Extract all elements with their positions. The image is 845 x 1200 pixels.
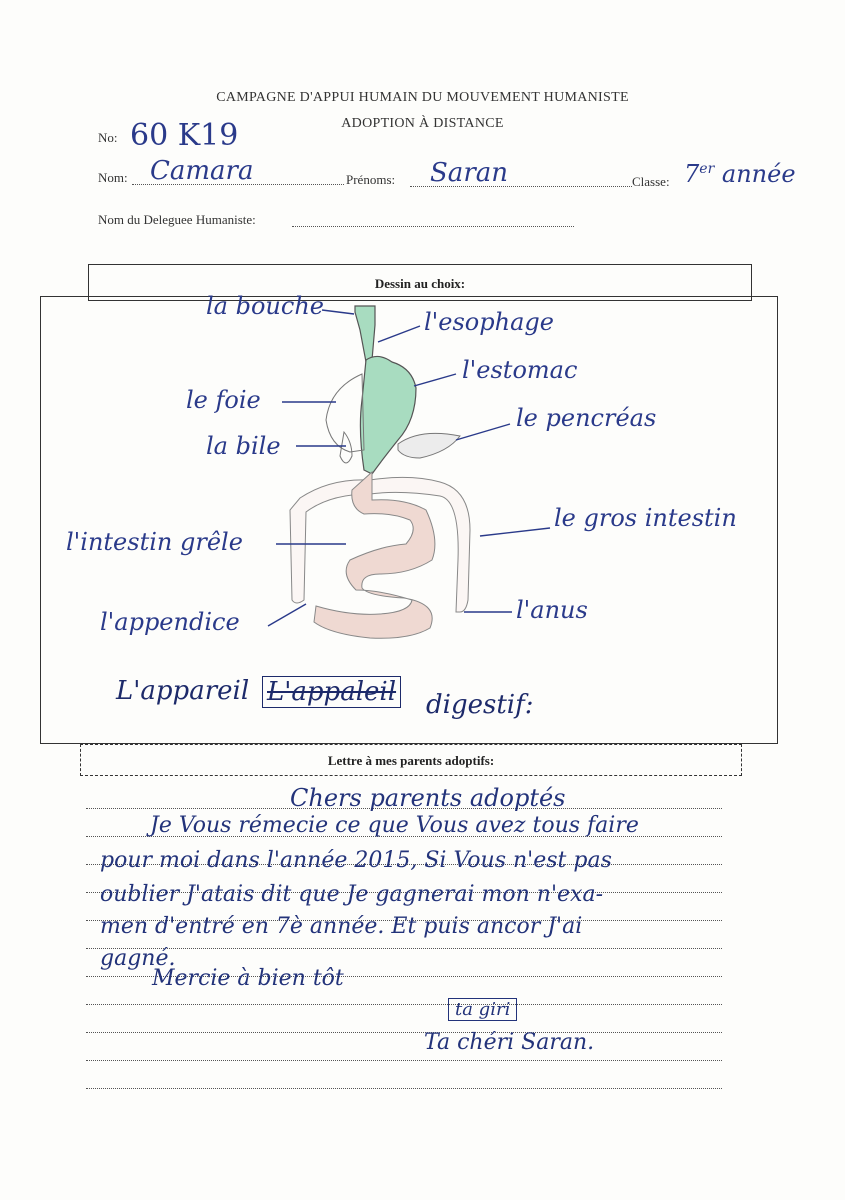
label-appendice: l'appendice [100,608,240,636]
adoption-subtitle: ADOPTION À DISTANCE [341,116,504,131]
arrow-bouche [322,310,354,314]
label-anus: l'anus [516,596,588,624]
letter-line-3: oublier J'atais dit que Je gagnerai mon n'exa- [100,882,604,907]
classe-superscript: er [699,161,715,177]
letter-line-1: Je Vous rémecie ce que Vous avez tous faire [150,813,639,838]
nom-value: Camara [150,156,254,186]
arrow-estomac [414,374,456,386]
letter-ruled-line [86,1032,722,1033]
letter-ruled-line [86,948,722,949]
esophagus-shape [355,306,375,362]
label-intestin-grele: l'intestin grêle [66,528,243,556]
label-gros-intestin: le gros intestin [554,504,737,532]
classe-number: 7 [684,160,700,188]
liver-shape [326,374,364,452]
arrow-gros-intestin [480,528,550,536]
letter-line-4: men d'entré en 7è année. Et puis ancor J'ai [100,914,583,939]
letter-title-box [80,744,742,776]
delegue-label: Nom du Deleguee Humaniste: [98,212,256,227]
nom-label: Nom: [98,170,128,185]
label-foie: le foie [186,386,261,414]
letter-line-2: pour moi dans l'année 2015, Si Vous n'est pas [100,848,612,873]
caption-crossed-word: L'appaleil [262,676,401,708]
gallbladder-shape [340,432,352,463]
letter-closing: Ta chéri Saran. [424,1030,595,1055]
label-bouche: la bouche [206,292,324,320]
letter-ruled-line [86,1004,722,1005]
pancreas-shape [398,433,460,458]
classe-suffix: année [721,160,796,188]
label-bile: la bile [206,432,281,460]
letter-ruled-line [86,1088,722,1089]
label-esophage: l'esophage [424,308,554,336]
drawing-section-title: Dessin au choix: [374,276,466,291]
prenoms-value: Saran [430,158,508,188]
letter-line-6: Mercie à bien tôt [152,966,344,991]
letter-ruled-line [86,1060,722,1061]
caption-word-digestif: digestif: [426,690,534,720]
letter-salutation: Chers parents adoptés [290,784,566,812]
letter-boxed-signature: ta giri [448,998,517,1021]
number-label: No: [98,130,118,145]
label-estomac: l'estomac [462,356,578,384]
arrow-pancreas [456,424,510,440]
campaign-title: CAMPAGNE D'APPUI HUMAIN DU MOUVEMENT HUMANISTE [216,90,629,105]
letter-line-5: gagné. [100,946,176,971]
arrow-esophage [378,326,420,342]
number-value: 60 K19 [130,118,239,153]
caption-word-appareil: L'appareil [116,676,250,706]
arrow-appendice [268,604,306,626]
letter-section-title: Lettre à mes parents adoptifs: [327,753,495,768]
classe-label: Classe: [632,174,670,189]
label-pancreas: le pencréas [516,404,657,432]
prenoms-label: Prénoms: [346,172,396,187]
